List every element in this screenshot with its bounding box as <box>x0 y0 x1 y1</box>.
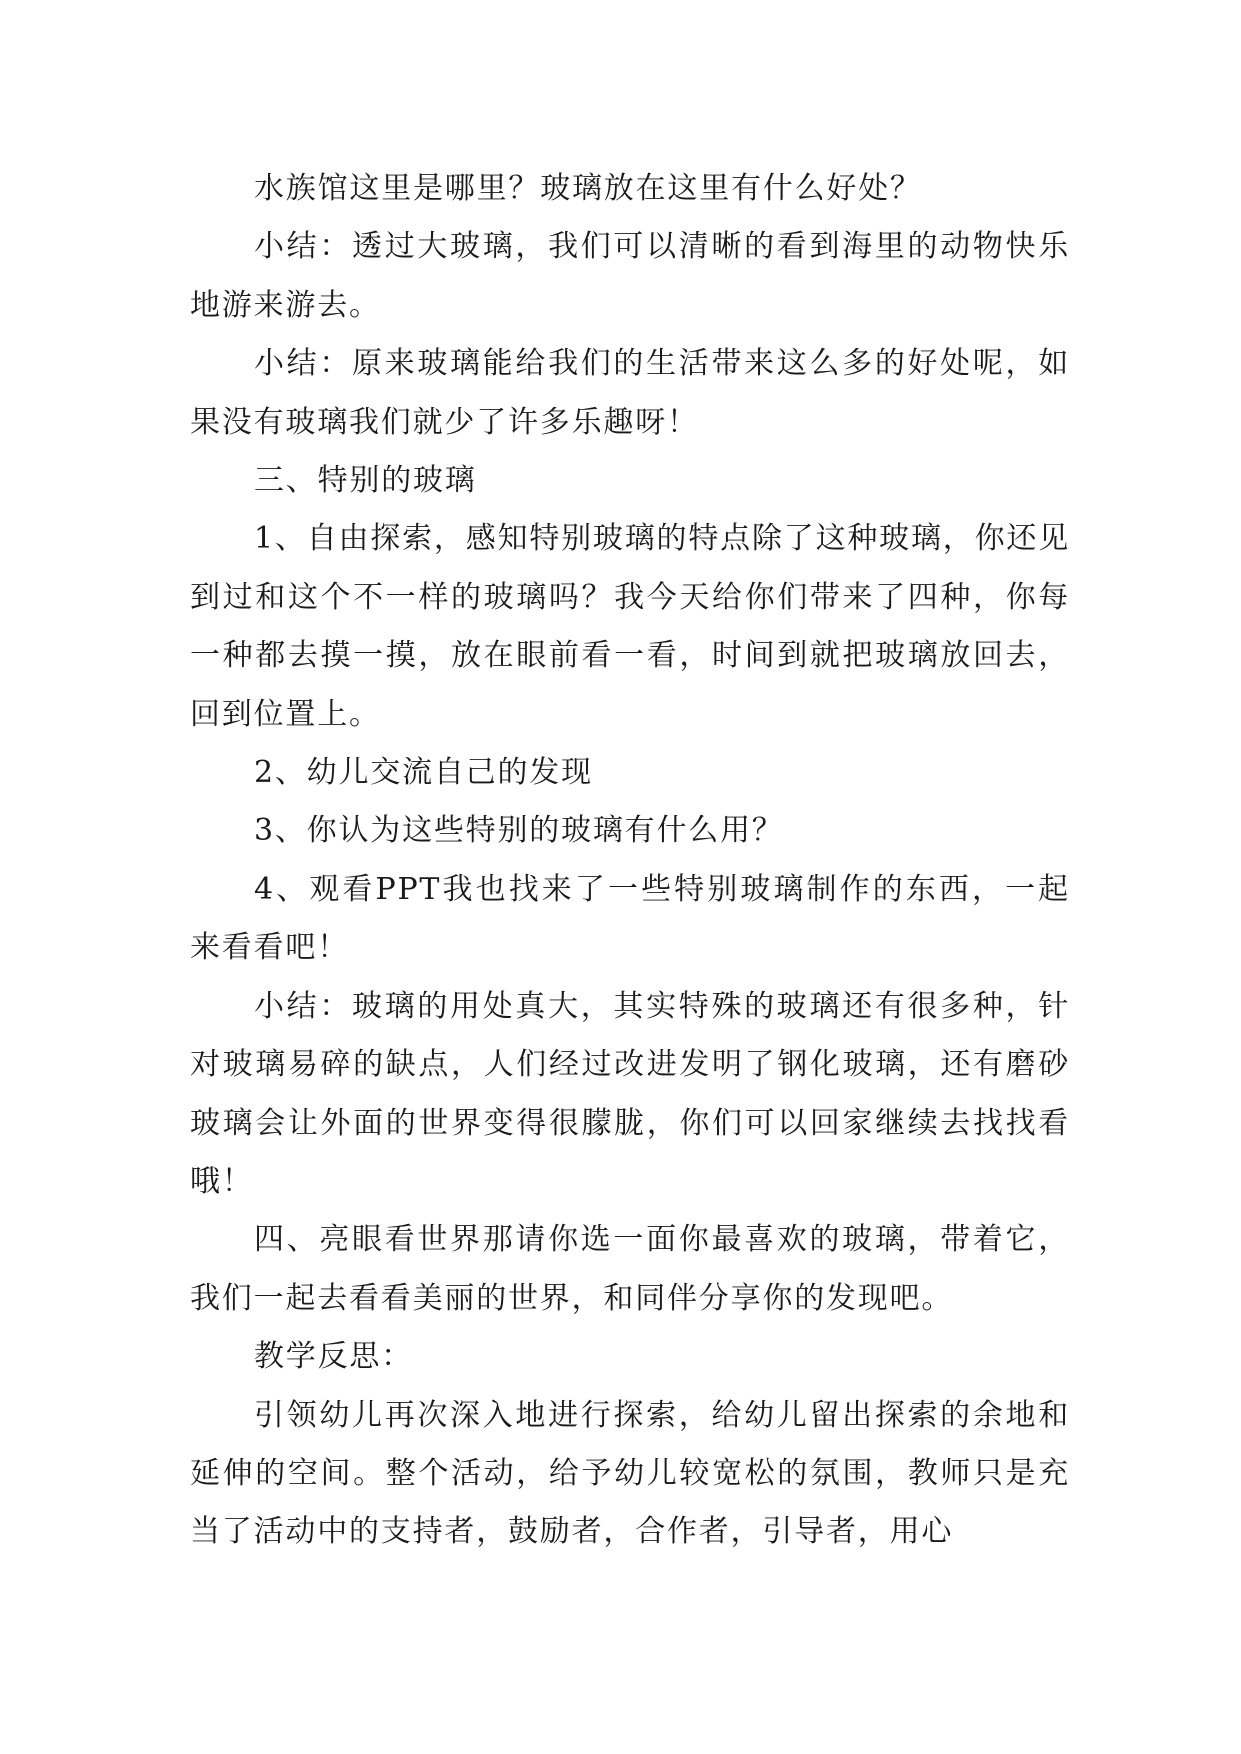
section-heading-special-glass: 三、特别的玻璃 <box>254 463 477 499</box>
paragraph-step-1-explore: 1、自由探索，感知特别玻璃的特点除了这种玻璃，你还见到过和这个不一样的玻璃吗？我今天给你们带来了四种，你每一种都去摸一摸，放在眼前看一看，时间到就把玻璃放回去，回到位置上。 <box>190 521 1070 732</box>
paragraph-step-4-ppt: 4、观看PPT我也找来了一些特别玻璃制作的东西，一起来看看吧！ <box>190 871 1070 966</box>
paragraph-step-2-share: 2、幼儿交流自己的发现 <box>254 755 593 791</box>
section-heading-see-world: 四、亮眼看世界那请你选一面你最喜欢的玻璃，带着它，我们一起去看看美丽的世界，和同伴分享你的发现吧。 <box>190 1222 1070 1316</box>
paragraph-step-3-use: 3、你认为这些特别的玻璃有什么用？ <box>254 813 784 849</box>
paragraph-summary-benefits: 小结：原来玻璃能给我们的生活带来这么多的好处呢，如果没有玻璃我们就少了许多乐趣呀！ <box>190 346 1070 440</box>
paragraph-aquarium-question: 水族馆这里是哪里？玻璃放在这里有什么好处？ <box>254 171 922 206</box>
section-heading-reflection: 教学反思： <box>254 1339 413 1375</box>
paragraph-reflection-body: 引领幼儿再次深入地进行探索，给幼儿留出探索的余地和延伸的空间。整个活动，给予幼儿较宽松的氛围，教师只是充当了活动中的支持者，鼓励者，合作者，引导者，用心 <box>190 1397 1070 1550</box>
paragraph-summary-special-glass: 小结：玻璃的用处真大，其实特殊的玻璃还有很多种，针对玻璃易碎的缺点，人们经过改进发明了钢化玻璃，还有磨砂玻璃会让外面的世界变得很朦胧，你们可以回家继续去找找看哦！ <box>190 988 1070 1199</box>
document-body <box>190 160 1070 1562</box>
paragraph-summary-aquarium: 小结：透过大玻璃，我们可以清晰的看到海里的动物快乐地游来游去。 <box>190 229 1070 323</box>
